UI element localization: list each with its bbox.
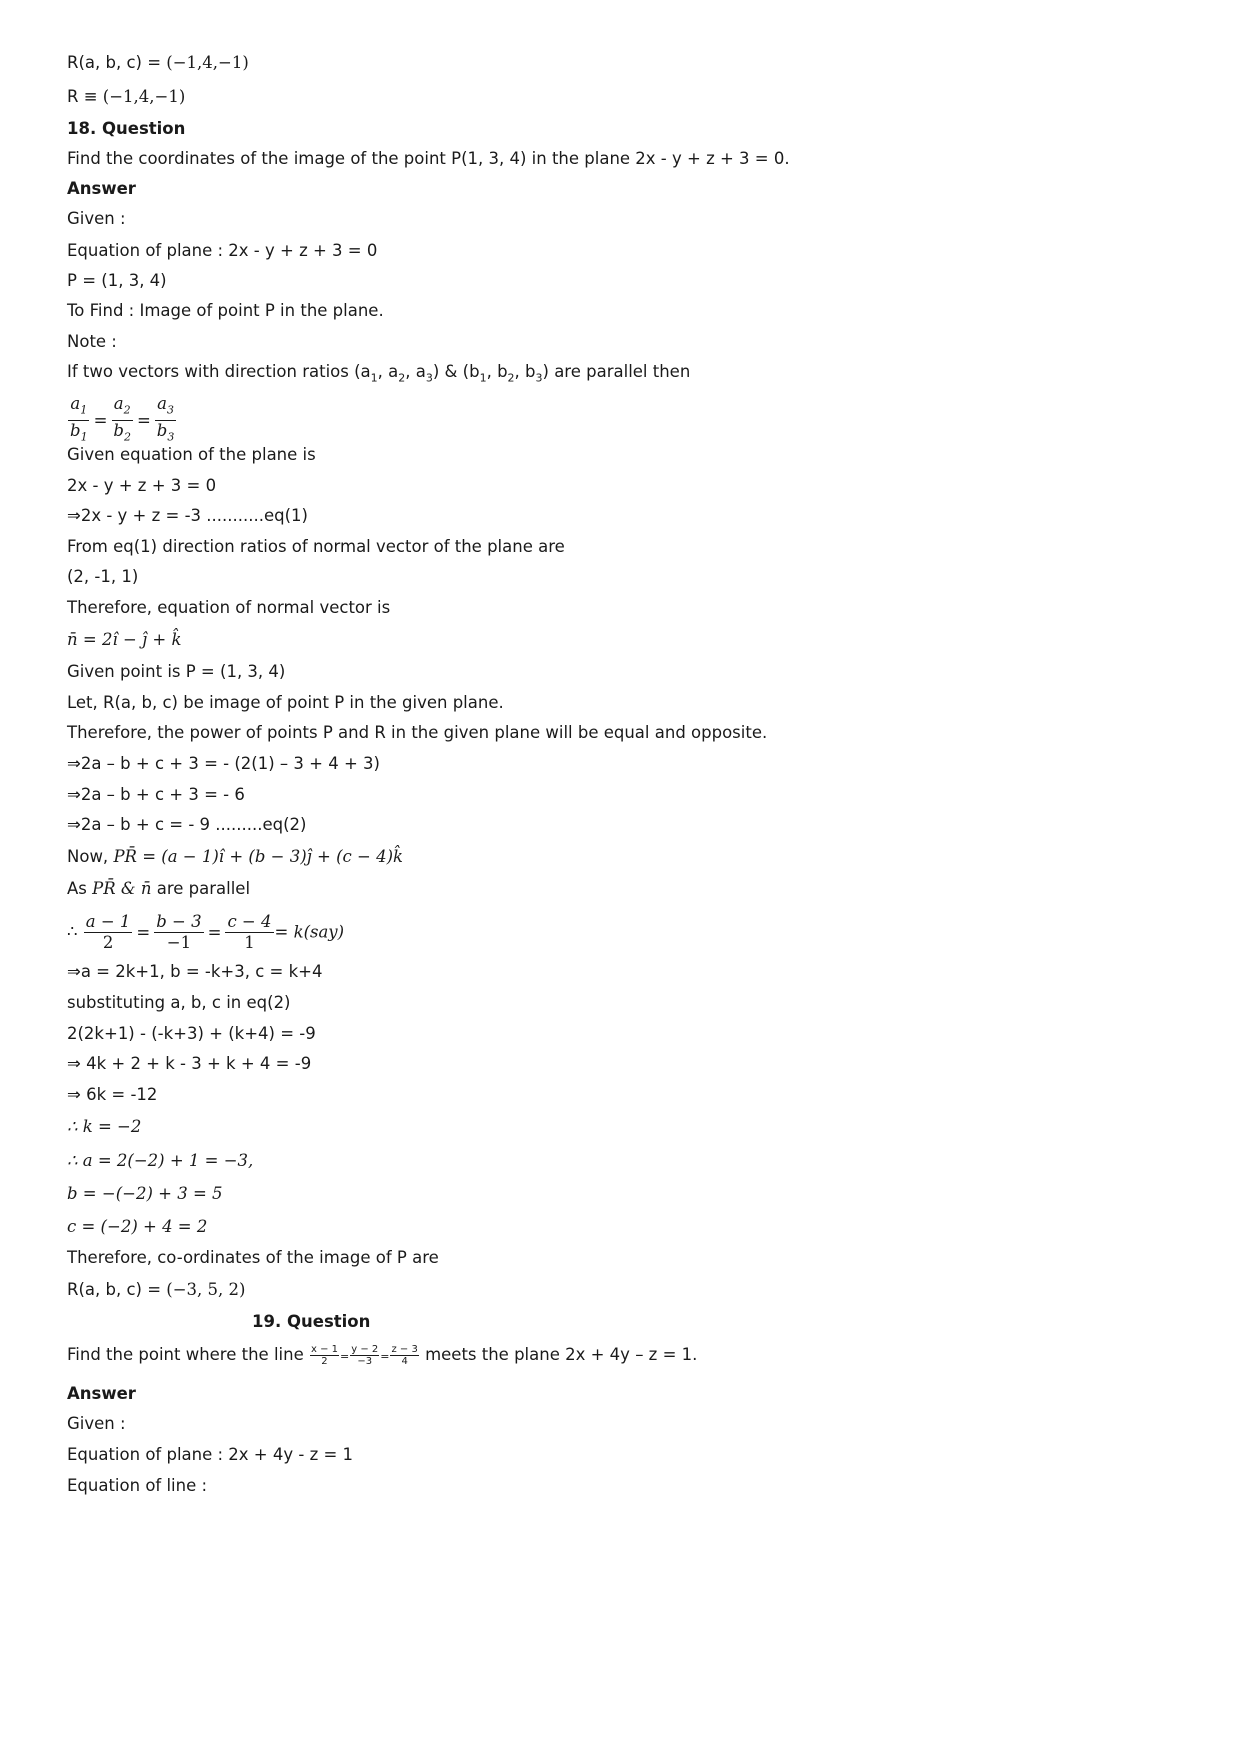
step-3: ⇒2a – b + c = - 9 .........eq(2)	[67, 815, 307, 834]
given-plane-label: Given equation of the plane is	[67, 445, 316, 464]
eq1-line: ⇒2x - y + z = -3 ...........eq(1)	[67, 506, 308, 525]
ratio-equality: $\frac{a_1}{b_1}$ = $\frac{a_2}{b_2}$ = $\frac{a_3}{b_3}$	[67, 394, 177, 448]
question-18-text: Find the coordinates of the image of the point P(1, 3, 4) in the plane 2x - y + z + 3 = 0.	[67, 149, 790, 168]
fraction-a1-b1: $\frac{a_1}{b_1}$	[70, 394, 88, 444]
fraction-x: $\frac{x - 1}{2}$	[310, 1344, 338, 1367]
question-19-text: Find the point where the line $\frac{x - 1}{2}$ = $\frac{y - 2}{-3}$ = $\frac{z - 3}{4}$ meets the plane 2x + 4y – z = 1.	[67, 1344, 698, 1367]
fraction-c: $\frac{c - 4}{1}$	[227, 912, 272, 952]
a-value: ∴ a = 2(−2) + 1 = −3,	[67, 1151, 254, 1170]
abc-in-k: ⇒a = 2k+1, b = -k+3, c = k+4	[67, 962, 323, 981]
k-value: ∴ k = −2	[67, 1117, 142, 1136]
expand-2: ⇒ 4k + 2 + k - 3 + k + 4 = -9	[67, 1054, 312, 1073]
r-equiv-line: R ≡ (−1,4,−1)	[67, 87, 186, 106]
parallel-line: As PR̄ & n̄ are parallel	[67, 879, 251, 898]
expand-3: ⇒ 6k = -12	[67, 1085, 158, 1104]
answer-heading-2: Answer	[67, 1384, 136, 1403]
normal-vector-label: Therefore, equation of normal vector is	[67, 598, 391, 617]
fraction-a3-b3: $\frac{a_3}{b_3}$	[156, 394, 175, 444]
fraction-y: $\frac{y - 2}{-3}$	[351, 1344, 379, 1367]
given-label-2: Given :	[67, 1414, 126, 1433]
to-find: To Find : Image of point P in the plane.	[67, 301, 384, 320]
power-line: Therefore, the power of points P and R in the given plane will be equal and opposite.	[67, 723, 768, 742]
ratio-equation: ∴ $\frac{a - 1}{2}$ = $\frac{b - 3}{-1}$ = $\frac{c - 4}{1}$ = k(say)	[67, 912, 345, 952]
normal-vector-eq: n̄ = 2î − ĵ + k̂	[67, 630, 182, 649]
fraction-z: $\frac{z - 3}{4}$	[391, 1344, 418, 1367]
given-label: Given :	[67, 209, 126, 228]
question-19-title: 19. Question	[252, 1312, 371, 1331]
note-label: Note :	[67, 332, 117, 351]
point-p: P = (1, 3, 4)	[67, 271, 167, 290]
plane-equation: Equation of plane : 2x - y + z + 3 = 0	[67, 241, 378, 260]
from-eq1-line: From eq(1) direction ratios of normal vector of the plane are	[67, 537, 565, 556]
pr-vector-line: Now, PR̄ = (a − 1)î + (b − 3)ĵ + (c − 4)k̂	[67, 847, 404, 866]
expand-1: 2(2k+1) - (-k+3) + (k+4) = -9	[67, 1024, 316, 1043]
question-18-title: 18. Question	[67, 119, 186, 138]
answer-heading: Answer	[67, 179, 136, 198]
c-value: c = (−2) + 4 = 2	[67, 1217, 208, 1236]
step-2: ⇒2a – b + c + 3 = - 6	[67, 785, 245, 804]
b-value: b = −(−2) + 3 = 5	[67, 1184, 223, 1203]
fraction-a: $\frac{a - 1}{2}$	[85, 912, 131, 952]
plane-equation-2: Equation of plane : 2x + 4y - z = 1	[67, 1445, 354, 1464]
plane-eq-line: 2x - y + z + 3 = 0	[67, 476, 217, 495]
direction-ratios: (2, -1, 1)	[67, 567, 139, 586]
line-equation-label: Equation of line :	[67, 1476, 208, 1495]
coordinates-label: Therefore, co-ordinates of the image of P are	[67, 1248, 439, 1267]
r-result-line: R(a, b, c) = (−1,4,−1)	[67, 53, 249, 72]
fraction-a2-b2: $\frac{a_2}{b_2}$	[113, 394, 131, 444]
fraction-b: $\frac{b - 3}{-1}$	[156, 912, 202, 952]
given-point-line: Given point is P = (1, 3, 4)	[67, 662, 286, 681]
final-result: R(a, b, c) = (−3, 5, 2)	[67, 1280, 246, 1299]
parallel-condition: If two vectors with direction ratios ($a_1$, $a_2$, $a_3$) & ($b_1$, $b_2$, $b_3$) are parallel then	[67, 362, 691, 385]
let-r-line: Let, R(a, b, c) be image of point P in the given plane.	[67, 693, 504, 712]
substituting-line: substituting a, b, c in eq(2)	[67, 993, 291, 1012]
step-1: ⇒2a – b + c + 3 = - (2(1) – 3 + 4 + 3)	[67, 754, 380, 773]
